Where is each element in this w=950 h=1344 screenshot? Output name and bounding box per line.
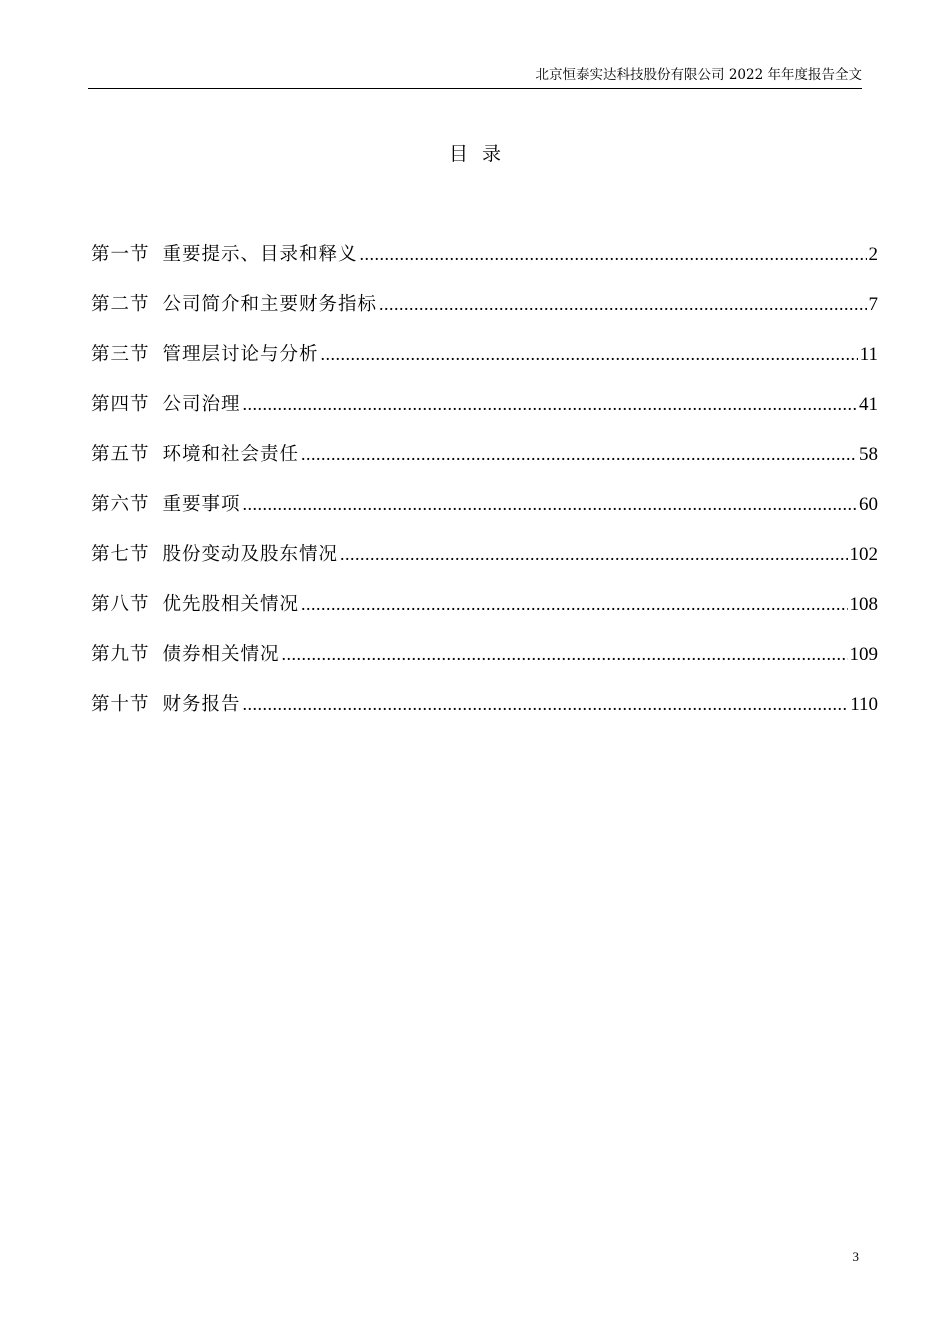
toc-section-number: 第二节 — [91, 294, 150, 315]
toc-page-number: 108 — [849, 594, 878, 615]
toc-entry[interactable] — [91, 341, 878, 391]
toc-dot-leader — [301, 591, 847, 617]
toc-section-number: 第六节 — [91, 494, 150, 515]
toc-section-number: 第四节 — [91, 394, 150, 415]
toc-page-number: 58 — [859, 444, 878, 465]
toc-entry[interactable] — [91, 641, 878, 691]
toc-section-heading: 公司简介和主要财务指标 — [162, 294, 378, 315]
toc-section-heading: 重要事项 — [162, 494, 241, 515]
toc-section-number: 第十节 — [91, 694, 150, 715]
toc-entry[interactable] — [91, 591, 878, 641]
toc-page-number: 11 — [859, 344, 878, 365]
toc-section-number: 第五节 — [91, 444, 150, 465]
toc-section-heading: 股份变动及股东情况 — [162, 544, 339, 565]
toc-page-number: 60 — [859, 494, 878, 515]
toc-section-heading: 优先股相关情况 — [162, 594, 300, 615]
toc-section-number: 第九节 — [91, 644, 150, 665]
toc-section-number: 第八节 — [91, 594, 150, 615]
toc-entry[interactable] — [91, 441, 878, 491]
toc-dot-leader — [340, 541, 847, 567]
toc-section-heading: 公司治理 — [162, 394, 241, 415]
toc-dot-leader — [321, 341, 858, 367]
toc-entry[interactable] — [91, 541, 878, 591]
toc-dot-leader — [360, 241, 867, 267]
toc-section-heading: 债券相关情况 — [162, 644, 280, 665]
toc-dot-leader — [243, 391, 857, 417]
toc-dot-leader — [243, 491, 857, 517]
toc-section-heading: 财务报告 — [162, 694, 241, 715]
toc-section-number: 第三节 — [91, 344, 150, 365]
running-header: 北京恒泰实达科技股份有限公司 2022 年年度报告全文 — [535, 67, 862, 83]
toc-page-number: 41 — [859, 394, 878, 415]
toc-dot-leader — [243, 691, 849, 717]
toc-section-heading: 管理层讨论与分析 — [162, 344, 319, 365]
toc-dot-leader — [282, 641, 848, 667]
toc-entry[interactable] — [91, 241, 878, 291]
header-divider — [88, 88, 862, 89]
toc-list — [91, 241, 878, 741]
toc-section-number: 第一节 — [91, 244, 150, 265]
toc-page-number: 110 — [850, 694, 878, 715]
toc-entry[interactable] — [91, 491, 878, 541]
toc-title: 目录 — [448, 143, 515, 165]
toc-dot-leader — [379, 291, 866, 317]
toc-page-number: 2 — [868, 244, 878, 265]
toc-section-heading: 环境和社会责任 — [162, 444, 300, 465]
toc-section-heading: 重要提示、目录和释义 — [162, 244, 358, 265]
toc-page-number: 102 — [849, 544, 878, 565]
toc-page-number: 109 — [849, 644, 878, 665]
toc-dot-leader — [301, 441, 857, 467]
toc-entry[interactable] — [91, 691, 878, 741]
toc-entry[interactable] — [91, 291, 878, 341]
toc-entry[interactable] — [91, 391, 878, 441]
toc-section-number: 第七节 — [91, 544, 150, 565]
toc-page-number: 7 — [868, 294, 878, 315]
page-number: 3 — [852, 1249, 859, 1264]
